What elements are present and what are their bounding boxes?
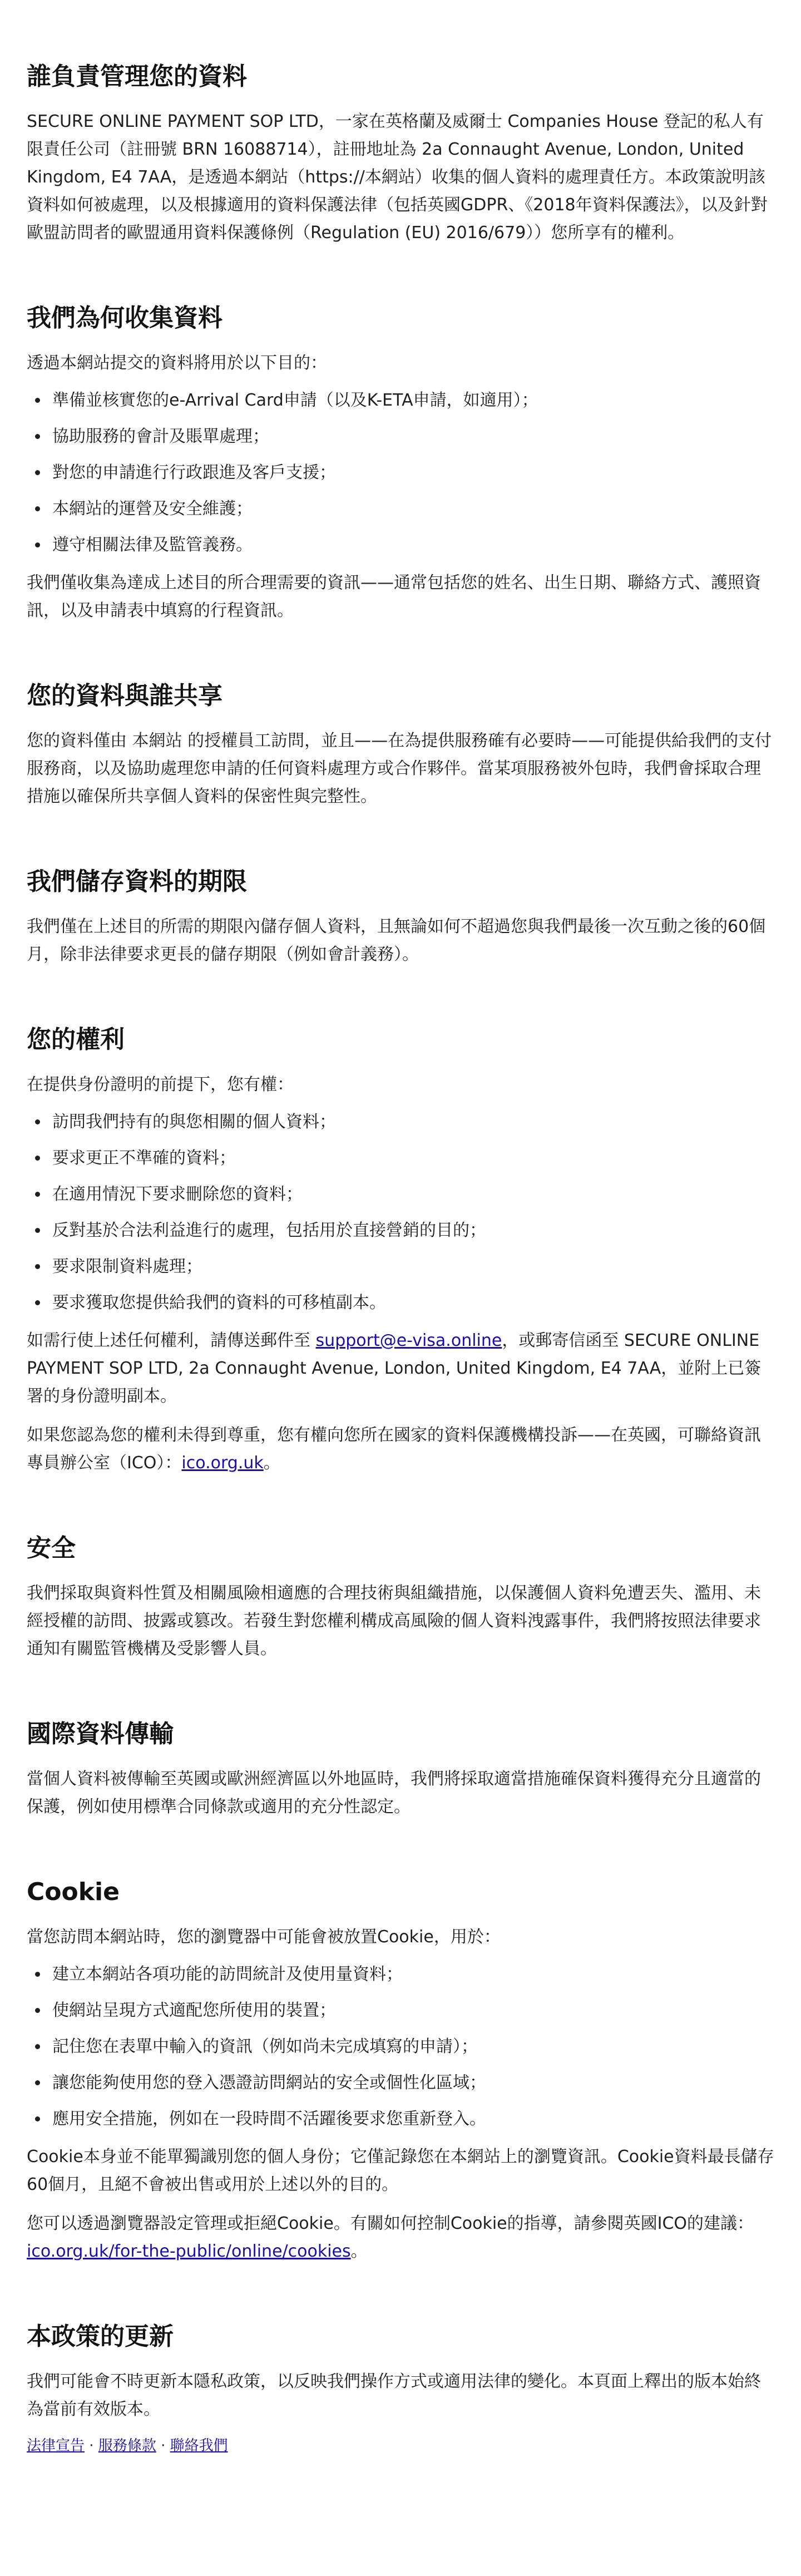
ico-cookies-link[interactable]: ico.org.uk/for-the-public/online/cookies — [27, 2242, 351, 2261]
list-item: • 應用安全措施，例如在一段時間不活躍後要求您重新登入。 — [49, 2107, 774, 2131]
footer-separator: · — [161, 2437, 166, 2454]
section-heading: 本政策的更新 — [27, 2322, 174, 2351]
section-heading: 您的資料與誰共享 — [27, 682, 222, 710]
control-text-before: 您可以透過瀏覽器設定管理或拒絕Cookie。有關如何控制Cookie的指導，請參閱英國ICO的建議： — [27, 2214, 754, 2233]
section-security — [27, 1533, 774, 1663]
section-intro: 當您訪問本網站時，您的瀏覽器中可能會被放置Cookie，用於： — [27, 1927, 501, 1947]
section-sharing — [27, 680, 774, 811]
section-body: 當個人資料被傳輸至英國或歐洲經濟區以外地區時，我們將採取適當措施確保資料獲得充分且適當的保護，例如使用標準合同條款或適用的充分性認定。 — [27, 1769, 761, 1817]
section-heading: 國際資料傳輸 — [27, 1720, 174, 1748]
list-item: • 訪問我們持有的與您相關的個人資料； — [49, 1110, 774, 1134]
cookie-control-paragraph — [27, 2210, 774, 2266]
list-item: • 讓您能夠使用您的登入憑證訪問網站的安全或個性化區域； — [49, 2071, 774, 2095]
footer-separator: · — [89, 2437, 94, 2454]
list-item: • 準備並核實您的e-Arrival Card申請（以及K-ETA申請，如適用）； — [49, 388, 774, 413]
footer-link-terms[interactable]: 服務條款 — [98, 2437, 156, 2454]
footer-links — [27, 2435, 774, 2457]
rights-complaint-paragraph — [27, 1422, 774, 1477]
section-intro: 透過本網站提交的資料將用於以下目的： — [27, 353, 327, 373]
section-body: 我們採取與資料性質及相關風險相適應的合理技術與組織措施，以保護個人資料免遭丟失、濫用、未經授權的訪問、披露或篡改。若發生對您權利構成高風險的個人資料洩露事件，我們將按照法律要求通知有關監管機構及受影響人員。 — [27, 1583, 761, 1659]
section-heading: 您的權利 — [27, 1025, 125, 1054]
section-intro: 在提供身份證明的前提下，您有權： — [27, 1075, 294, 1094]
purpose-list — [27, 388, 774, 557]
contact-text-before: 如需行使上述任何權利，請傳送郵件至 — [27, 1331, 316, 1350]
section-purpose — [27, 303, 774, 625]
section-body: SECURE ONLINE PAYMENT SOP LTD，一家在英格蘭及威爾士 Companies House 登記的私人有限責任公司（註冊號 BRN 16088714），註冊地址為 2a Connaught Avenue, London, United Kingdom, E4 7AA，是透過本網站（https://本網站）收集的個人資料的處理責任方。本政策說明該資料如何被處理，以及根據適用的資料保護法律（包括英國GDPR、《2018年資料保護法》，以及針對歐盟訪問者的歐盟通用資料保護條例（Regulation (EU) 2016/679））您所享有的權利。 — [27, 112, 768, 243]
section-controller — [27, 61, 774, 247]
control-text-after: 。 — [350, 2242, 368, 2261]
section-heading: 安全 — [27, 1534, 76, 1562]
cookie-list — [27, 1962, 774, 2131]
section-retention — [27, 866, 774, 969]
section-heading: 我們為何收集資料 — [27, 304, 222, 332]
list-item: • 建立本網站各項功能的訪問統計及使用量資料； — [49, 1962, 774, 1987]
list-item: • 遵守相關法律及監管義務。 — [49, 533, 774, 557]
section-cookie — [27, 1877, 774, 2266]
section-heading: Cookie — [27, 1878, 120, 1906]
section-heading: 我們儲存資料的期限 — [27, 867, 247, 896]
section-transfers — [27, 1719, 774, 1821]
section-heading: 誰負責管理您的資料 — [27, 62, 247, 91]
section-rights — [27, 1024, 774, 1477]
list-item: • 使網站呈現方式適配您所使用的裝置； — [49, 1998, 774, 2023]
complaint-text-before: 如果您認為您的權利未得到尊重，您有權向您所在國家的資料保護機構投訴——在英國，可聯絡資訊專員辦公室（ICO）： — [27, 1425, 761, 1473]
list-item: • 對您的申請進行行政跟進及客戶支援； — [49, 461, 774, 485]
list-item: • 本網站的運營及安全維護； — [49, 497, 774, 521]
contact-text-after: ，或郵寄信函至 SECURE ONLINE PAYMENT SOP LTD, 2a Connaught Avenue, London, United Kingdom, E4 7AA，並附上已簽署的身份證明副本。 — [27, 1331, 762, 1406]
ico-link[interactable]: ico.org.uk — [181, 1453, 264, 1473]
section-body: 我們僅收集為達成上述目的所合理需要的資訊——通常包括您的姓名、出生日期、聯絡方式、護照資訊，以及申請表中填寫的行程資訊。 — [27, 573, 761, 620]
list-item: • 反對基於合法利益進行的處理，包括用於直接營銷的目的； — [49, 1218, 774, 1243]
list-item: • 記住您在表單中輸入的資訊（例如尚未完成填寫的申請）； — [49, 2035, 774, 2059]
footer-link-contact[interactable]: 聯絡我們 — [170, 2437, 228, 2454]
section-updates — [27, 2321, 774, 2424]
section-body: Cookie本身並不能單獨識別您的個人身份；它僅記錄您在本網站上的瀏覽資訊。Cookie資料最長儲存60個月，且絕不會被出售或用於上述以外的目的。 — [27, 2147, 774, 2194]
footer-link-legal-notice[interactable]: 法律宣告 — [27, 2437, 85, 2454]
complaint-text-after: 。 — [263, 1453, 280, 1473]
section-body: 您的資料僅由 本網站 的授權員工訪問，並且——在為提供服務確有必要時——可能提供給我們的支付服務商，以及協助處理您申請的任何資料處理方或合作夥伴。當某項服務被外包時，我們會採取合理措施以確保所共享個人資料的保密性與完整性。 — [27, 731, 772, 806]
section-body: 我們僅在上述目的所需的期限內儲存個人資料，且無論如何不超過您與我們最後一次互動之後的60個月，除非法律要求更長的儲存期限（例如會計義務）。 — [27, 917, 766, 964]
list-item: • 在適用情況下要求刪除您的資料； — [49, 1182, 774, 1207]
list-item: • 協助服務的會計及賬單處理； — [49, 425, 774, 449]
support-email-link[interactable]: support@e-visa.online — [315, 1331, 502, 1350]
list-item: • 要求更正不準確的資料； — [49, 1146, 774, 1171]
rights-list — [27, 1110, 774, 1315]
list-item: • 要求獲取您提供給我們的資料的可移植副本。 — [49, 1291, 774, 1315]
list-item: • 要求限制資料處理； — [49, 1255, 774, 1279]
rights-contact-paragraph — [27, 1327, 774, 1410]
section-body: 我們可能會不時更新本隱私政策，以反映我們操作方式或適用法律的變化。本頁面上釋出的版本始終為當前有效版本。 — [27, 2372, 761, 2419]
